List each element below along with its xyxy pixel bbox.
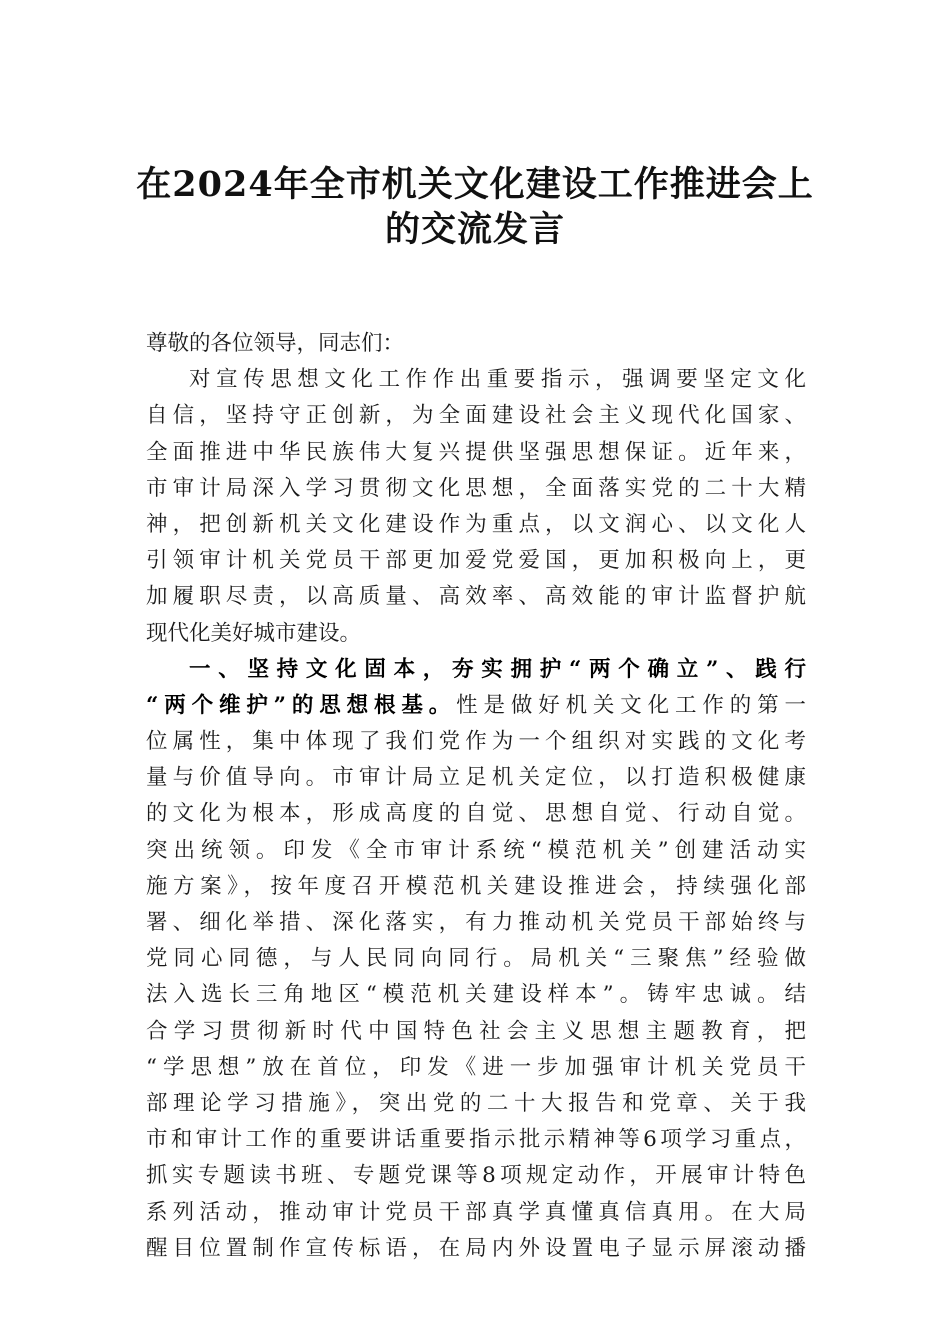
paragraph-line: 现代化美好城市建设。 <box>146 620 362 646</box>
paragraph-line: 部理论学习措施》，突出党的二十大报告和党章、关于我 <box>146 1090 806 1116</box>
paragraph-line: 对宣传思想文化工作作出重要指示，强调要坚定文化 <box>189 367 806 393</box>
document-title-line-2: 的交流发言 <box>384 209 565 250</box>
section-heading-continuation <box>146 688 806 724</box>
paragraph-line: 的文化为根本，形成高度的自觉、思想自觉、行动自觉。 <box>146 801 806 827</box>
paragraph-line: 党同心同德，与人民同向同行。局机关“三聚焦”经验做 <box>146 946 806 972</box>
paragraph-line: 全面推进中华民族伟大复兴提供坚强思想保证。近年来， <box>146 439 806 465</box>
paragraph-line: 系列活动，推动审计党员干部真学真懂真信真用。在大局 <box>146 1199 806 1225</box>
paragraph-line: 施方案》，按年度召开模范机关建设推进会，持续强化部 <box>146 873 806 899</box>
paragraph-line: 法入选长三角地区“模范机关建设样本”。铸牢忠诚。结 <box>146 982 806 1008</box>
section-heading-line: 一、坚持文化固本，夯实拥护“两个确立”、践行 <box>189 656 806 682</box>
section-heading-bold: “两个维护”的思想根基。 <box>146 692 457 718</box>
document-title-line-1: 在2024年全市机关文化建设工作推进会上 <box>136 164 814 205</box>
paragraph-line: 突出统领。印发《全市审计系统“模范机关”创建活动实 <box>146 837 806 863</box>
paragraph-line: 醒目位置制作宣传标语，在局内外设置电子显示屏滚动播 <box>146 1235 806 1261</box>
paragraph-line: 合学习贯彻新时代中国特色社会主义思想主题教育，把 <box>146 1018 806 1044</box>
salutation: 尊敬的各位领导，同志们： <box>146 331 405 356</box>
paragraph-line: 署、细化举措、深化落实，有力推动机关党员干部始终与 <box>146 910 806 935</box>
document-body <box>146 326 806 1267</box>
paragraph-line: 自信，坚持守正创新，为全面建设社会主义现代化国家、 <box>146 403 806 429</box>
paragraph-line: 市审计局深入学习贯彻文化思想，全面落实党的二十大精 <box>146 475 806 501</box>
paragraph-line: “学思想”放在首位，印发《进一步加强审计机关党员干 <box>146 1054 806 1080</box>
paragraph-line: 引领审计机关党员干部更加爱党爱国，更加积极向上，更 <box>146 548 806 574</box>
section-text: 性是做好机关文化工作的第一 <box>456 692 806 718</box>
paragraph-line: 量与价值导向。市审计局立足机关定位，以打造积极健康 <box>146 765 806 791</box>
paragraph-line: 抓实专题读书班、专题党课等8项规定动作，开展审计特色 <box>146 1163 806 1189</box>
paragraph-line: 市和审计工作的重要讲话重要指示批示精神等6项学习重点， <box>146 1127 806 1153</box>
paragraph-line: 神，把创新机关文化建设作为重点，以文润心、以文化人 <box>146 511 806 537</box>
paragraph-line: 位属性，集中体现了我们党作为一个组织对实践的文化考 <box>146 729 806 755</box>
paragraph-line: 加履职尽责，以高质量、高效率、高效能的审计监督护航 <box>146 584 806 610</box>
